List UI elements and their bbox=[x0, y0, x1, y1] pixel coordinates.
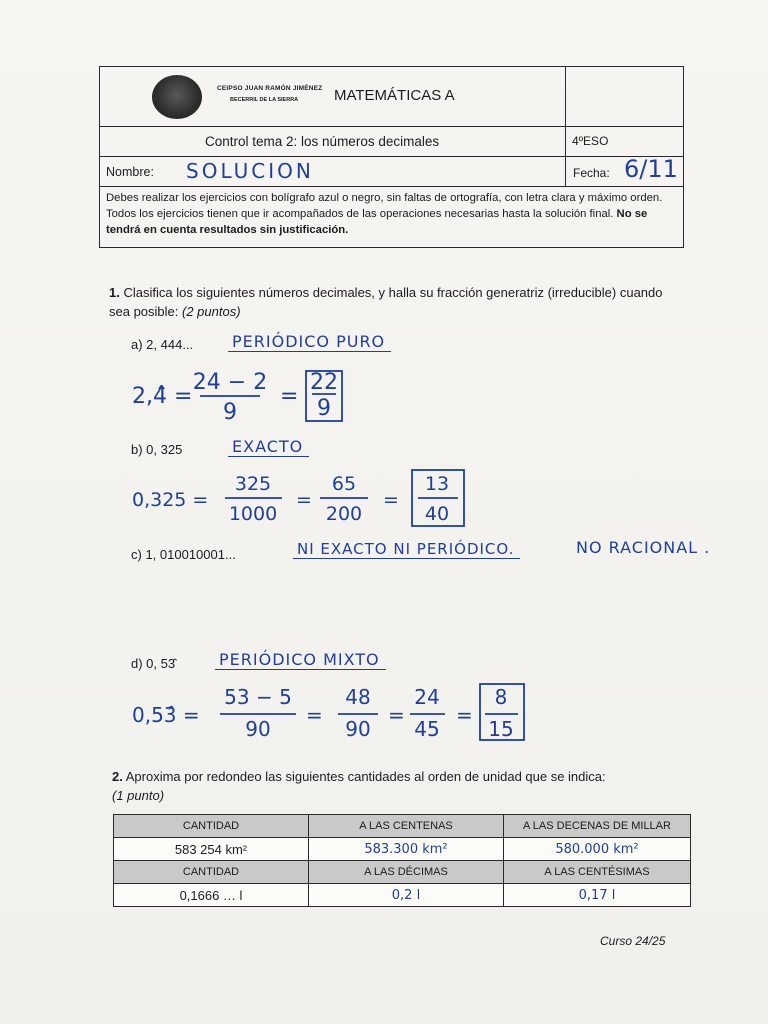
table-header-cell: A LAS CENTENAS bbox=[309, 815, 504, 838]
table-row bbox=[114, 838, 691, 861]
d-work-eq1: = bbox=[306, 703, 323, 727]
table-header-cell: A LAS DÉCIMAS bbox=[309, 861, 504, 884]
b-work-eq1: = bbox=[296, 489, 312, 511]
grade-level: 4ºESO bbox=[572, 134, 609, 148]
instructions bbox=[106, 190, 678, 238]
b-work-num1: 325 bbox=[234, 473, 272, 495]
d-work-num2: 48 bbox=[345, 685, 371, 709]
table-row bbox=[114, 884, 691, 907]
table-header-cell: CANTIDAD bbox=[114, 861, 309, 884]
name-value: SOLUCION bbox=[186, 159, 314, 183]
option-d-label: d) 0, 53̂ bbox=[131, 656, 176, 671]
table-cell: 583 254 km² bbox=[114, 838, 309, 861]
question-1-number: 1. bbox=[109, 285, 120, 300]
question-2-number: 2. bbox=[112, 769, 123, 784]
d-work-num3: 24 bbox=[414, 685, 440, 709]
d-work-eq3: = bbox=[456, 703, 473, 727]
d-work-den3: 45 bbox=[414, 717, 440, 741]
date-label: Fecha: bbox=[573, 166, 610, 180]
course-footer: Curso 24/25 bbox=[600, 934, 666, 948]
option-b-label: b) 0, 325 bbox=[131, 442, 183, 457]
question-1-points: (2 puntos) bbox=[182, 304, 241, 319]
question-2-points: (1 punto) bbox=[112, 788, 165, 803]
option-c-answer: NI EXACTO NI PERIÓDICO. bbox=[293, 540, 520, 559]
a-work-lhs: 2,4̂ = bbox=[132, 384, 193, 409]
b-work-res-num: 13 bbox=[424, 473, 450, 495]
control-title: Control tema 2: los números decimales bbox=[205, 134, 440, 149]
table-cell-answer: 583.300 km² bbox=[309, 838, 504, 861]
question-1-text: Clasifica los siguientes números decimales, y halla su fracción generatriz (irreducible) cuando sea posible: bbox=[109, 285, 663, 319]
b-work-num2: 65 bbox=[331, 473, 357, 495]
name-label: Nombre: bbox=[106, 165, 154, 179]
school-location: BECERRIL DE LA SIERRA bbox=[230, 97, 299, 103]
question-1 bbox=[109, 283, 684, 321]
header-table bbox=[99, 66, 684, 248]
b-work-den2: 200 bbox=[325, 503, 363, 525]
header-divider bbox=[565, 67, 566, 187]
b-work-res-den: 40 bbox=[424, 503, 450, 525]
option-d-answer: PERIÓDICO MIXTO bbox=[215, 650, 386, 670]
question-2-text: Aproxima por redondeo las siguientes cantidades al orden de unidad que se indica: bbox=[125, 769, 606, 784]
instructions-text: Debes realizar los ejercicios con bolígrafo azul o negro, sin faltas de ortografía, con letra clara y máximo orden. Todos los ejercicios tienen que ir acompañados de las operaciones necesarias hasta la solución final. bbox=[106, 192, 663, 220]
table-header-cell: A LAS CENTÉSIMAS bbox=[504, 861, 691, 884]
table-cell-answer: 0,2 l bbox=[309, 884, 504, 907]
d-work-res-num: 8 bbox=[494, 685, 508, 709]
table-cell-answer: 580.000 km² bbox=[504, 838, 691, 861]
d-work-num1: 53 − 5 bbox=[224, 685, 292, 709]
school-name: CEIPSO JUAN RAMÓN JIMÉNEZ bbox=[217, 85, 323, 92]
rounding-table bbox=[113, 814, 691, 907]
table-header-row bbox=[114, 861, 691, 884]
a-work-den: 9 bbox=[223, 400, 237, 425]
table-header-cell: A LAS DECENAS DE MILLAR bbox=[504, 815, 691, 838]
option-a-work bbox=[130, 365, 370, 425]
b-work-den1: 1000 bbox=[228, 503, 278, 525]
b-work-lhs: 0,325 = bbox=[132, 489, 209, 511]
table-cell: 0,1666 … l bbox=[114, 884, 309, 907]
option-a-label: a) 2, 444... bbox=[131, 337, 194, 352]
option-c-label: c) 1, 010010001... bbox=[131, 547, 236, 562]
table-header-row bbox=[114, 815, 691, 838]
d-work-den2: 90 bbox=[345, 717, 371, 741]
option-b-work bbox=[130, 468, 480, 530]
date-value: 6/11 bbox=[624, 155, 678, 183]
option-c-extra: NO RACIONAL . bbox=[576, 538, 711, 557]
instructions-bold: No se tendrá en cuenta resultados sin justificación. bbox=[106, 208, 648, 236]
option-a-answer: PERIÓDICO PURO bbox=[228, 332, 391, 352]
subject-title: MATEMÁTICAS A bbox=[334, 87, 455, 104]
school-logo bbox=[152, 75, 202, 119]
d-work-lhs: 0,53̂ = bbox=[132, 703, 200, 727]
b-work-eq2: = bbox=[383, 489, 399, 511]
table-cell-answer: 0,17 l bbox=[504, 884, 691, 907]
d-work-eq2: = bbox=[388, 703, 405, 727]
a-work-num: 24 − 2 bbox=[192, 370, 268, 395]
d-work-res-den: 15 bbox=[488, 717, 514, 741]
table-header-cell: CANTIDAD bbox=[114, 815, 309, 838]
d-work-den1: 90 bbox=[245, 717, 271, 741]
question-2 bbox=[112, 767, 692, 805]
a-work-res-den: 9 bbox=[317, 396, 331, 421]
option-d-work bbox=[130, 682, 530, 744]
a-work-res-num: 22 bbox=[310, 370, 338, 395]
option-b-answer: EXACTO bbox=[228, 437, 309, 457]
a-work-eq: = bbox=[280, 384, 299, 409]
